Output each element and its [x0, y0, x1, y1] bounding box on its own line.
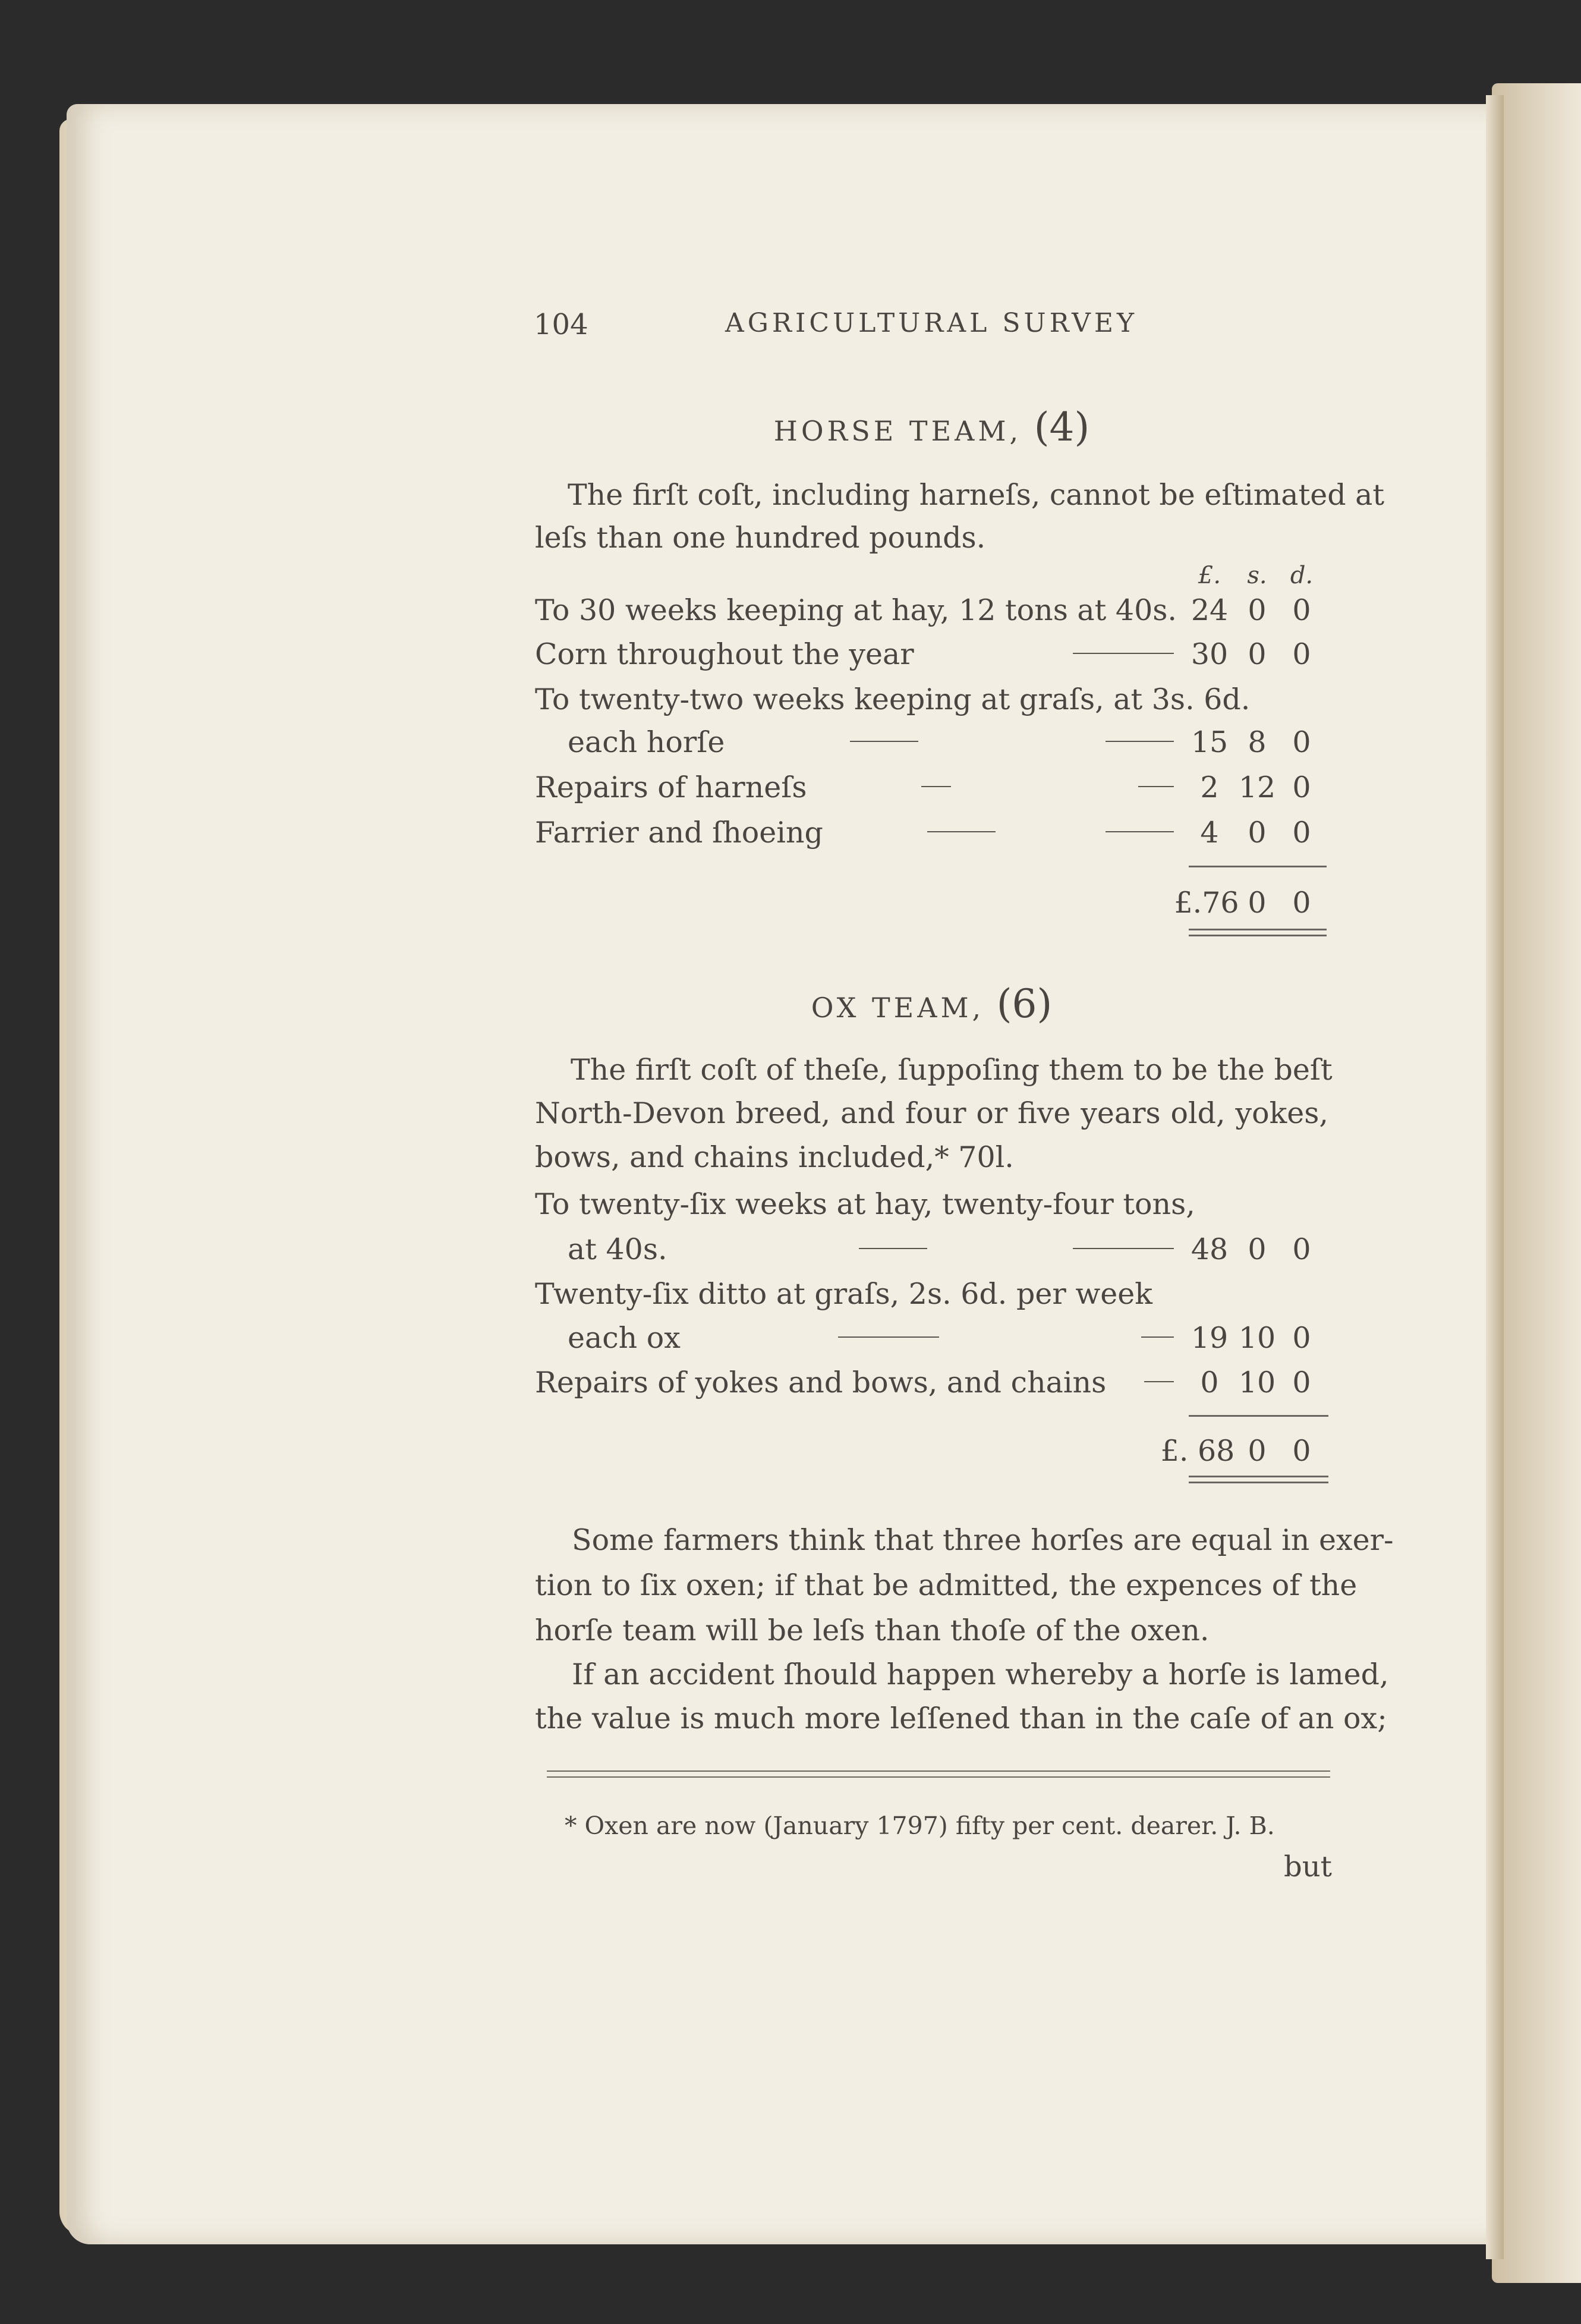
amount-pounds: 30: [1191, 637, 1229, 671]
account-item: To twenty-ſix weeks at hay, twenty-four tons,: [535, 1187, 1195, 1221]
body-line: tion to ſix oxen; if that be admitted, the expences of the: [535, 1568, 1358, 1602]
pounds-column-head: £.: [1198, 562, 1221, 589]
footnote-rule: [547, 1776, 1330, 1778]
leader-dash: [1106, 831, 1174, 832]
account-item: To 30 weeks keeping at hay, 12 tons at 40s.: [535, 593, 1177, 627]
horse-heading-number: (4): [1034, 404, 1090, 450]
amount-pounds: 15: [1191, 725, 1229, 759]
leader-dash: [1144, 1381, 1174, 1382]
footnote-rule: [547, 1770, 1330, 1772]
amount-pounds: 19: [1191, 1321, 1229, 1355]
leader-dash: [1073, 653, 1174, 654]
amount-shillings: 10: [1238, 1366, 1276, 1400]
pence-column-head: d.: [1290, 562, 1314, 589]
amount-pence: 0: [1292, 725, 1311, 759]
leader-dash: [927, 831, 996, 832]
body-line: horſe team will be leſs than thoſe of the oxen.: [535, 1614, 1210, 1647]
total-rule: [1189, 929, 1327, 930]
horse-heading-text: HORSE TEAM,: [773, 415, 1022, 447]
amount-pounds: 24: [1191, 593, 1229, 627]
account-item: each ox: [568, 1321, 681, 1355]
total-pounds: £. 68: [1160, 1434, 1235, 1468]
horse-intro-line-2: leſs than one hundred pounds.: [535, 521, 986, 555]
total-shillings: 0: [1248, 886, 1267, 920]
amount-pounds: 48: [1191, 1232, 1229, 1266]
ox-intro-line-1: The firſt coſt of theſe, ſuppoſing them to be the beſt: [571, 1053, 1333, 1087]
body-line: If an accident ſhould happen whereby a horſe is lamed,: [572, 1658, 1389, 1691]
sum-rule: [1189, 866, 1327, 867]
account-item: Repairs of yokes and bows, and chains: [535, 1366, 1107, 1400]
total-pence: 0: [1292, 1434, 1311, 1468]
total-rule: [1189, 1482, 1328, 1483]
amount-shillings: 0: [1248, 816, 1267, 850]
amount-pence: 0: [1292, 771, 1311, 804]
leader-dash: [859, 1248, 927, 1249]
account-item: To twenty-two weeks keeping at graſs, at 3s. 6d.: [535, 683, 1251, 716]
amount-pence: 0: [1292, 637, 1311, 671]
leader-dash: [1138, 786, 1174, 787]
book-gutter: [1486, 95, 1504, 2259]
amount-pence: 0: [1292, 816, 1311, 850]
horse-team-heading: [535, 404, 1328, 450]
account-item: Farrier and ſhoeing: [535, 816, 823, 850]
amount-pounds: 2: [1200, 771, 1219, 804]
ox-intro-line-3: bows, and chains included,* 70l.: [535, 1140, 1014, 1174]
total-rule: [1189, 935, 1327, 936]
leader-dash: [1141, 1336, 1174, 1338]
catchword: but: [1284, 1850, 1332, 1883]
body-line: the value is much more leſſened than in the caſe of an ox;: [535, 1702, 1387, 1735]
total-rule: [1189, 1476, 1328, 1477]
amount-pounds: 0: [1200, 1366, 1219, 1400]
account-item: at 40s.: [568, 1232, 667, 1266]
amount-pence: 0: [1292, 1366, 1311, 1400]
body-line: Some farmers think that three horſes are equal in exer-: [572, 1523, 1394, 1557]
total-pence: 0: [1292, 886, 1311, 920]
leader-dash: [921, 786, 951, 787]
page-number: 104: [534, 308, 588, 341]
ox-team-heading: [535, 981, 1328, 1027]
footnote: * Oxen are now (January 1797) fifty per cent. dearer. J. B.: [565, 1812, 1275, 1840]
leader-dash: [838, 1336, 939, 1338]
amount-shillings: 0: [1248, 593, 1267, 627]
ox-heading-text: OX TEAM,: [811, 992, 985, 1024]
amount-pence: 0: [1292, 1232, 1311, 1266]
amount-shillings: 0: [1248, 637, 1267, 671]
horse-intro-line-1: The firſt coſt, including harneſs, cannot be eſtimated at: [568, 478, 1385, 512]
leader-dash: [1106, 741, 1174, 742]
amount-shillings: 0: [1248, 1232, 1267, 1266]
leader-dash: [1073, 1248, 1174, 1249]
amount-shillings: 12: [1238, 771, 1276, 804]
shillings-column-head: s.: [1247, 562, 1267, 589]
account-item: Repairs of harneſs: [535, 771, 807, 804]
sum-rule: [1189, 1415, 1328, 1417]
leader-dash: [850, 741, 918, 742]
running-head: AGRICULTURAL SURVEY: [725, 308, 1138, 338]
total-shillings: 0: [1248, 1434, 1267, 1468]
amount-shillings: 8: [1248, 725, 1267, 759]
amount-pence: 0: [1292, 1321, 1311, 1355]
amount-pounds: 4: [1200, 816, 1219, 850]
amount-shillings: 10: [1238, 1321, 1276, 1355]
ox-heading-number: (6): [996, 981, 1053, 1027]
account-item: each horſe: [568, 725, 725, 759]
amount-pence: 0: [1292, 593, 1311, 627]
ox-intro-line-2: North-Devon breed, and four or five years old, yokes,: [535, 1096, 1328, 1130]
account-item: Corn throughout the year: [535, 637, 914, 671]
next-page-edge: [1492, 83, 1581, 2283]
total-pounds: £.76: [1174, 886, 1239, 920]
account-item: Twenty-ſix ditto at graſs, 2s. 6d. per week: [535, 1277, 1152, 1311]
